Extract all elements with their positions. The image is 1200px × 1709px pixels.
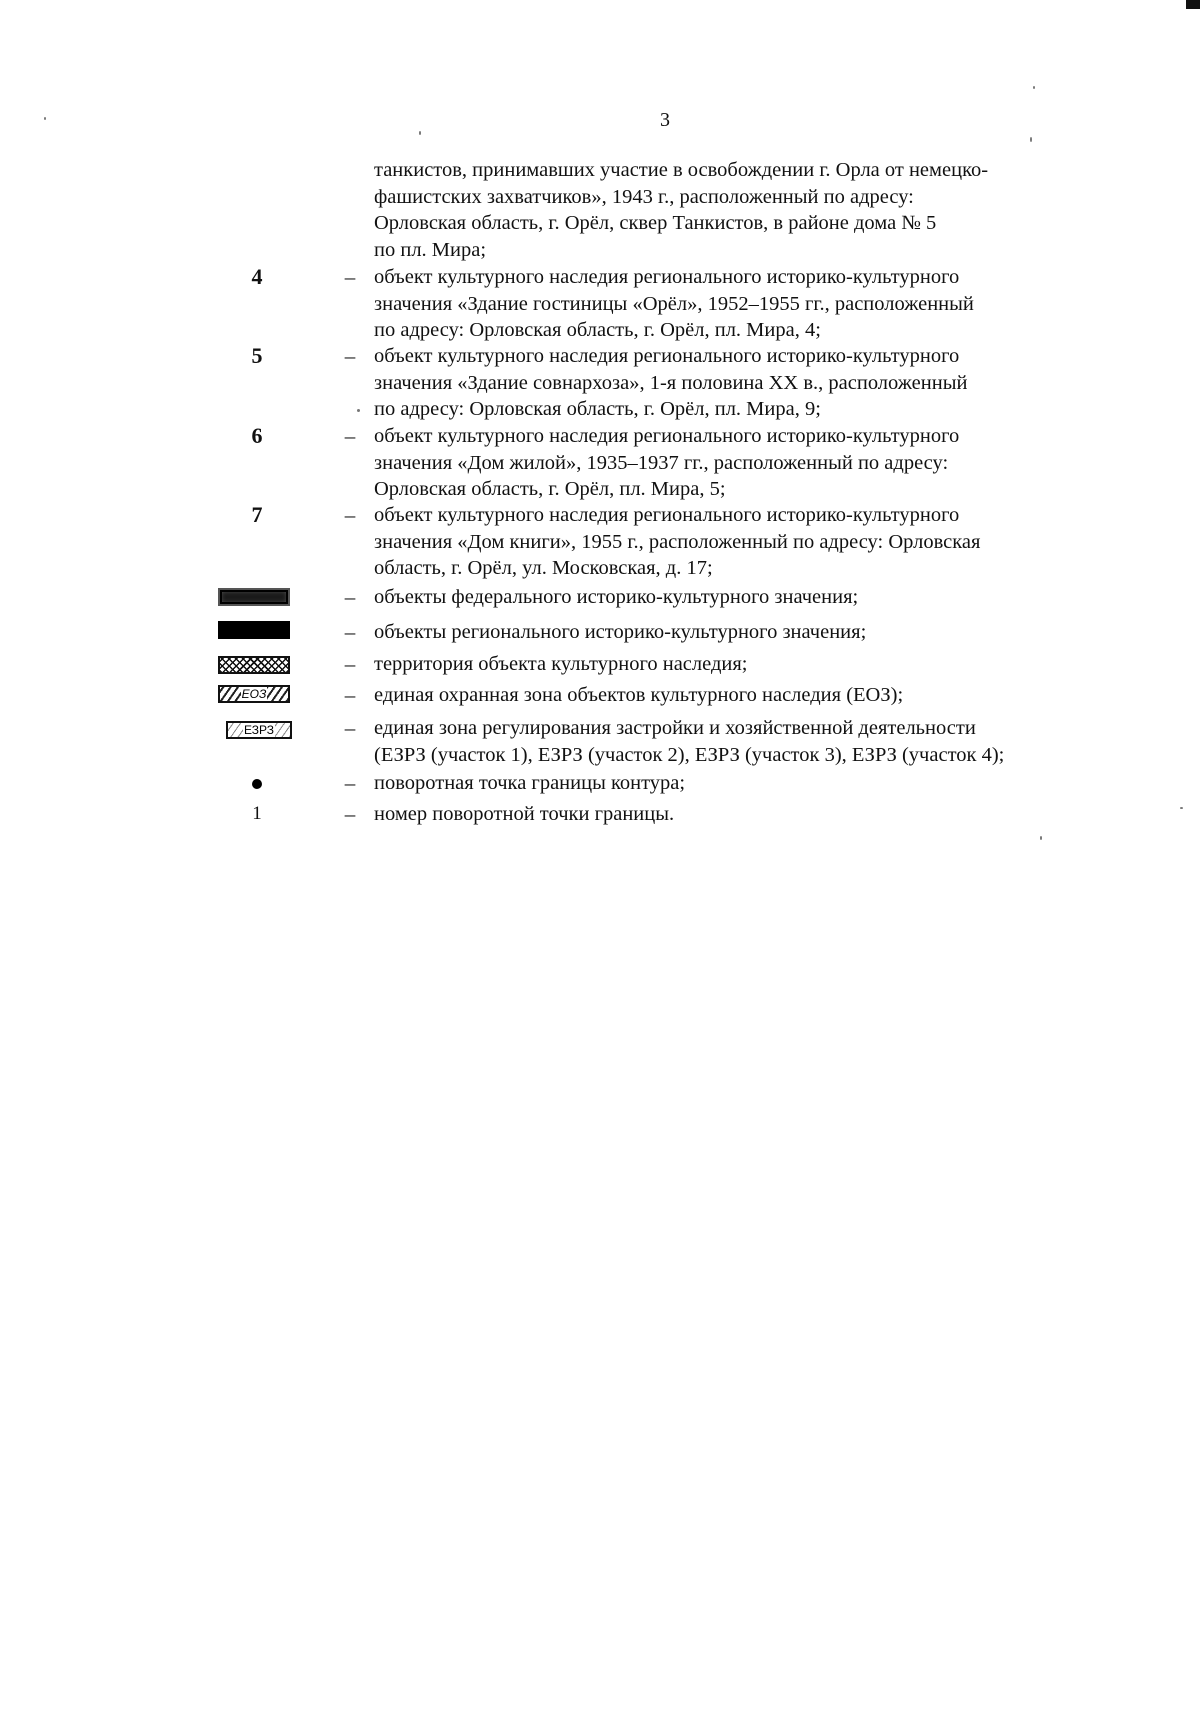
item-dash: – [344, 344, 356, 368]
item-dash: – [344, 424, 356, 448]
legend-dash: – [344, 716, 356, 740]
scan-speck [419, 131, 421, 135]
legend-text: объекты федерального историко-культурного значения; [374, 586, 859, 608]
item-text: объект культурного наследия регионального историко-культурного значения «Дом жилой», 1935–1937 гг., расположенный по адресу: Орловская область, г. Орёл, пл. Мира, 5; [374, 425, 960, 500]
scan-corner-mark [1186, 0, 1200, 9]
scan-speck [44, 117, 46, 120]
legend-dash: – [344, 620, 356, 644]
regional-objects-swatch [218, 621, 290, 639]
scan-speck [1180, 807, 1183, 809]
legend-text: единая зона регулирования застройки и хозяйственной деятельности (ЕЗРЗ (участок 1), ЕЗРЗ (участок 2), ЕЗРЗ (участок 3), ЕЗРЗ (участок 4); [374, 717, 1005, 766]
legend-text: единая охранная зона объектов культурного наследия (ЕОЗ); [374, 684, 904, 706]
swatch-label: ЕЗРЗ [244, 723, 274, 737]
legend-dash: – [344, 771, 356, 795]
legend-text: территория объекта культурного наследия; [374, 653, 748, 675]
dot-icon [252, 779, 262, 789]
federal-objects-swatch [218, 588, 290, 606]
scan-speck [1030, 137, 1032, 142]
legend-dash: – [344, 585, 356, 609]
item-number: 6 [251, 423, 263, 448]
item-number: 4 [251, 264, 263, 289]
crosshatch-swatch [218, 656, 290, 674]
hatch-swatch [218, 685, 290, 703]
legend-dash: – [344, 683, 356, 707]
item-number: 7 [251, 502, 263, 527]
swatch-label: ЕОЗ [241, 687, 267, 701]
item-dash: – [344, 503, 356, 527]
item-text: объект культурного наследия регионального историко-культурного значения «Дом книги», 1955 г., расположенный по адресу: Орловская область, г. Орёл, ул. Московская, д. 17; [374, 504, 981, 579]
item-number: 5 [251, 343, 263, 368]
light-hatch-swatch [226, 721, 292, 739]
legend-text: номер поворотной точки границы. [374, 803, 675, 825]
continuation-text: танкистов, принимавших участие в освобождении г. Орла от немецко- фашистских захватчиков», 1943 г., расположенный по адресу: Орловская область, г. Орёл, сквер Танкистов, в районе дома № 5 по пл. Мира; [374, 159, 989, 261]
scan-speck [1033, 86, 1035, 89]
scan-speck [357, 409, 360, 412]
item-text: объект культурного наследия регионального историко-культурного значения «Здание совнархоза», 1-я половина XX в., расположенный по адресу: Орловская область, г. Орёл, пл. Мира, 9; [374, 345, 968, 420]
legend-text: поворотная точка границы контура; [374, 772, 686, 794]
page-number: 3 [660, 109, 670, 131]
legend-dash: – [344, 802, 356, 826]
scan-speck [1040, 836, 1042, 840]
item-text: объект культурного наследия регионального историко-культурного значения «Здание гостиницы «Орёл», 1952–1955 гг., расположенный по адресу: Орловская область, г. Орёл, пл. Мира, 4; [374, 266, 974, 341]
legend-dash: – [344, 652, 356, 676]
item-dash: – [344, 265, 356, 289]
legend-text: объекты регионального историко-культурного значения; [374, 621, 867, 643]
point-number-sample: 1 [252, 803, 262, 824]
